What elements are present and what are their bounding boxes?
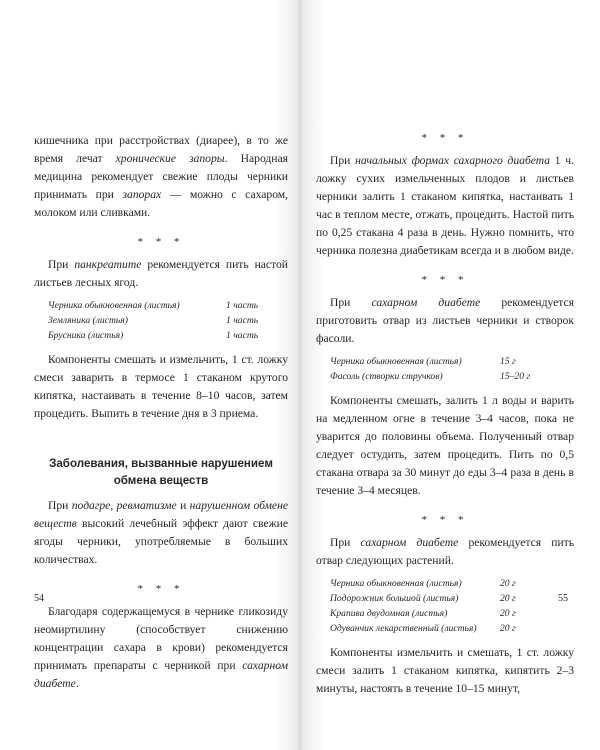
- paragraph: При панкреатите рекомендуется пить настой листьев лесных ягод.: [34, 258, 288, 289]
- section-separator: * * *: [137, 583, 185, 595]
- section-separator: * * *: [421, 274, 469, 286]
- ingredient-row: Фасоль (створки стручков) 15–20 г: [330, 371, 531, 382]
- ingredient-row: Крапива двудомная (листья) 20 г: [330, 608, 516, 619]
- ingredient-row: Черника обыкновенная (листья) 20 г: [330, 578, 516, 589]
- paragraph: При сахарном диабете рекомендуется приготовить отвар из листьев черники и створок фасоли.: [316, 296, 574, 345]
- right-page: [316, 132, 574, 698]
- left-page: [34, 132, 288, 693]
- paragraph: кишечника при расстройствах (диарее), в то же время лечат хронические запоры. Народная медицина рекомендует свежие плоды черники принимать при запорах — можно с сахаром, молоком или сливками.: [34, 134, 288, 219]
- section-separator: * * *: [421, 132, 469, 144]
- paragraph: Компоненты смешать, залить 1 л воды и варить на медленном огне в течение 3–4 часов, пока не уварится до половины объема. Полученный отвар следует остудить, затем процедить. Пить по 0,5 стакана отвара за 30 минут до еды 3–4 раза в день в течение 3–4 месяцев.: [316, 394, 574, 497]
- ingredient-row: Земляника (листья) 1 часть: [48, 315, 259, 326]
- ingredients-table: [330, 354, 530, 384]
- ingredient-row: Черника обыкновенная (листья) 15 г: [330, 356, 516, 367]
- paragraph: При подагре, ревматизме и нарушенном обмене веществ высокий лечебный эффект дают свежие ягоды черники, употребляемые в больших количествах.: [34, 499, 288, 566]
- ingredient-row: Брусника (листья) 1 часть: [48, 330, 259, 341]
- paragraph: Компоненты измельчить и смешать, 1 ст. ложку смеси залить 1 стаканом кипятка, кипятить 2–3 минуты, настоять в течение 10–15 минут,: [316, 646, 574, 695]
- page-number: 54: [34, 593, 44, 604]
- ingredient-row: Подорожник большой (листья) 20 г: [330, 593, 516, 604]
- paragraph: При начальных формах сахарного диабета 1 ч. ложку сухих измельченных плодов и листьев черники залить 1 стаканом кипятка, настаивать 1 час в теплом месте, отжать, процедить. Настой пить по 0,25 стакана 4 раза в день. Нужно помнить, что черника полезна диабетикам всегда и в любом виде.: [316, 154, 575, 257]
- page-number: 55: [558, 593, 568, 604]
- ingredient-row: Черника обыкновенная (листья) 1 часть: [48, 300, 259, 311]
- section-separator: * * *: [137, 236, 185, 248]
- section-separator: * * *: [421, 514, 469, 526]
- paragraph: При сахарном диабете рекомендуется пить отвар следующих растений.: [316, 536, 574, 567]
- section-heading: Заболевания, вызванные нарушением обмена веществ: [49, 457, 273, 487]
- paragraph: Благодаря содержащемуся в чернике гликозиду неомиртилину (способствует снижению концентрации сахара в крови) рекомендуется принимать препараты с черникой при сахарном диабете.: [34, 605, 288, 690]
- paragraph: Компоненты смешать и измельчить, 1 ст. ложку смеси заварить в термосе 1 стаканом крутого кипятка, настаивать в течение 8–10 часов, затем процедить. Выпить в течение дня в 3 приема.: [34, 353, 288, 420]
- ingredients-table: [330, 576, 516, 636]
- ingredient-row: Одуванчик лекарственный (листья) 20 г: [330, 623, 516, 634]
- ingredients-table: [48, 298, 258, 343]
